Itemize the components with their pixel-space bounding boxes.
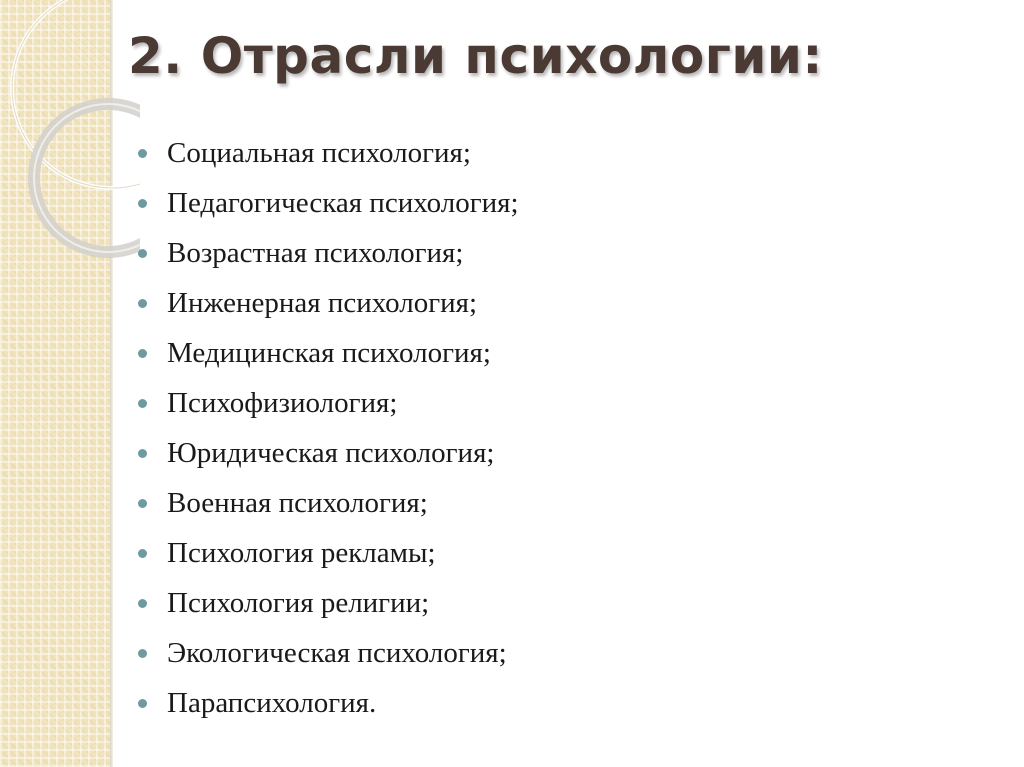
decorative-rings-icon [0, 0, 140, 260]
list-item-text: Экологическая психология; [167, 636, 507, 669]
bullet-icon [138, 549, 147, 558]
list-item [138, 678, 519, 728]
bullet-icon [138, 449, 147, 458]
list-item [138, 478, 519, 528]
list-item [138, 428, 519, 478]
bullet-icon [138, 249, 147, 258]
bullet-icon [138, 349, 147, 358]
list-item [138, 628, 519, 678]
list-item [138, 228, 519, 278]
bullet-icon [138, 399, 147, 408]
bullet-icon [138, 199, 147, 208]
list-item-text: Психология рекламы; [167, 536, 436, 569]
list-item [138, 528, 519, 578]
list-item [138, 378, 519, 428]
bullet-icon [138, 699, 147, 708]
slide-title: 2. Отрасли психологии: [128, 27, 823, 85]
list-item-text: Медицинская психология; [167, 336, 491, 369]
list-item [138, 278, 519, 328]
list-item-text: Педагогическая психология; [167, 186, 519, 219]
list-item-text: Парапсихология. [167, 686, 377, 719]
branches-list [138, 128, 519, 728]
list-item [138, 178, 519, 228]
list-item [138, 128, 519, 178]
bullet-icon [138, 649, 147, 658]
list-item-text: Психология религии; [167, 586, 430, 619]
list-item-text: Военная психология; [167, 486, 428, 519]
bullet-icon [138, 299, 147, 308]
list-item-text: Инженерная психология; [167, 286, 478, 319]
list-item-text: Юридическая психология; [167, 436, 495, 469]
list-item [138, 328, 519, 378]
list-item-text: Возрастная психология; [167, 236, 464, 269]
list-item [138, 578, 519, 628]
bullet-icon [138, 499, 147, 508]
list-item-text: Социальная психология; [167, 136, 471, 169]
bullet-icon [138, 149, 147, 158]
list-item-text: Психофизиология; [167, 386, 398, 419]
bullet-icon [138, 599, 147, 608]
